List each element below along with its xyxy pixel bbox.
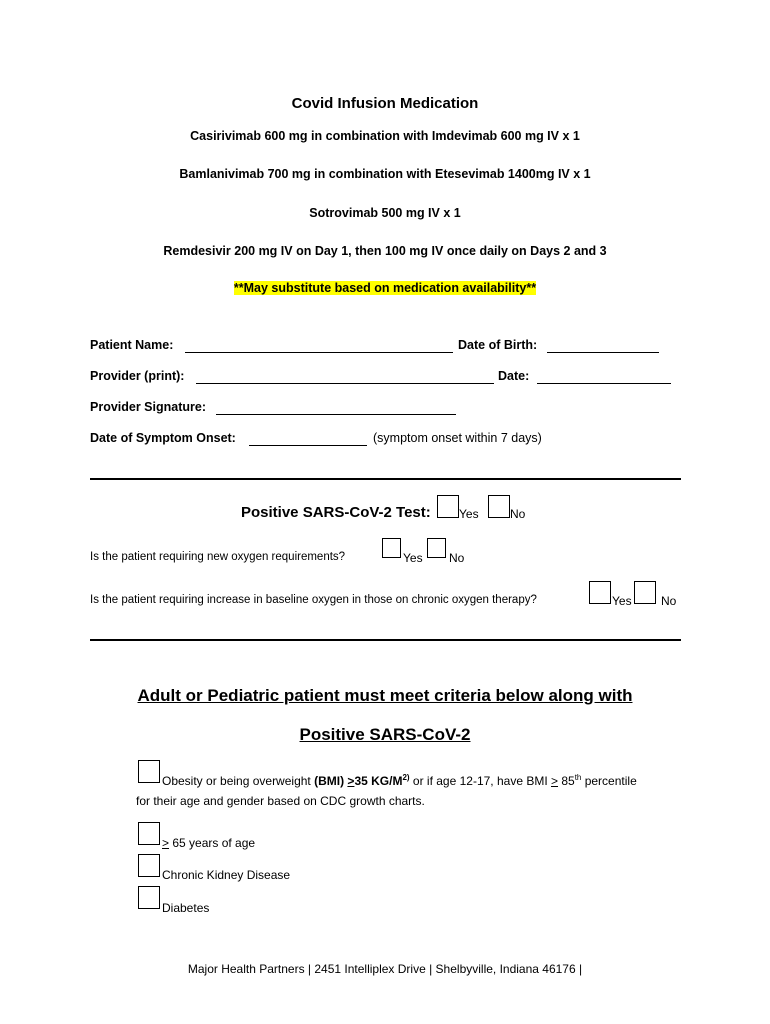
kidney-checkbox[interactable] xyxy=(138,854,160,877)
date-label: Date: xyxy=(498,369,530,383)
kidney-criterion: Chronic Kidney Disease xyxy=(162,868,291,882)
increase-oxygen-yes-checkbox[interactable] xyxy=(589,581,611,604)
diabetes-criterion: Diabetes xyxy=(162,901,210,915)
symptom-onset-field[interactable] xyxy=(249,445,367,446)
increase-oxygen-no-label: No xyxy=(661,594,677,608)
date-of-birth-label: Date of Birth: xyxy=(458,338,538,352)
sars-test-yes-label: Yes xyxy=(459,507,479,521)
patient-name-field[interactable] xyxy=(185,352,453,353)
sars-test-no-checkbox[interactable] xyxy=(488,495,510,518)
obesity-middle: or if age 12-17, have BMI xyxy=(409,774,551,788)
medication-casirivimab: Casirivimab 600 mg in combination with Imdevimab 600 mg IV x 1 xyxy=(190,129,580,143)
page-title: Covid Infusion Medication xyxy=(291,95,479,112)
patient-name-label: Patient Name: xyxy=(90,338,174,352)
new-oxygen-yes-label: Yes xyxy=(403,551,423,565)
obesity-criterion-line2: for their age and gender based on CDC growth charts. xyxy=(136,794,425,808)
section-divider-top xyxy=(90,478,681,480)
obesity-suffix: percentile xyxy=(581,774,637,788)
question-increase-oxygen: Is the patient requiring increase in baseline oxygen in those on chronic oxygen therapy? xyxy=(90,594,537,606)
new-oxygen-no-label: No xyxy=(449,551,465,565)
question-new-oxygen: Is the patient requiring new oxygen requirements? xyxy=(90,551,346,563)
medication-remdesivir: Remdesivir 200 mg IV on Day 1, then 100 mg IV once daily on Days 2 and 3 xyxy=(163,244,607,258)
substitution-note: **May substitute based on medication availability** xyxy=(233,281,537,295)
age-text: 65 years of age xyxy=(169,836,256,850)
sars-test-yes-checkbox[interactable] xyxy=(437,495,459,518)
section-divider-bottom xyxy=(90,639,681,641)
sars-test-no-label: No xyxy=(510,507,526,521)
criteria-heading-line1: Adult or Pediatric patient must meet criteria below along with xyxy=(137,686,633,705)
obesity-criterion-line1 xyxy=(162,774,637,788)
substitution-note-wrap xyxy=(0,281,770,295)
date-field[interactable] xyxy=(537,383,671,384)
symptom-onset-label: Date of Symptom Onset: xyxy=(90,431,236,445)
date-of-birth-field[interactable] xyxy=(547,352,659,353)
sars-test-label: Positive SARS-CoV-2 Test: xyxy=(241,504,431,521)
obesity-checkbox[interactable] xyxy=(138,760,160,783)
bmi-superscript: 2) xyxy=(402,773,410,782)
bmi-ge-symbol: > xyxy=(347,774,355,788)
bmi-label: (BMI) xyxy=(314,774,348,788)
new-oxygen-no-checkbox[interactable] xyxy=(427,538,446,558)
age-checkbox[interactable] xyxy=(138,822,160,845)
bmi-value: 35 KG/M xyxy=(354,774,403,788)
page-footer: Major Health Partners | 2451 Intelliplex Drive | Shelbyville, Indiana 46176 | xyxy=(187,962,583,976)
criteria-heading-line2: Positive SARS-CoV-2 xyxy=(299,725,471,744)
medication-bamlanivimab: Bamlanivimab 700 mg in combination with Etesevimab 1400mg IV x 1 xyxy=(179,167,591,181)
medication-sotrovimab: Sotrovimab 500 mg IV x 1 xyxy=(309,206,461,220)
obesity-prefix: Obesity or being overweight xyxy=(162,774,315,788)
percentile-value: 85 xyxy=(558,774,575,788)
increase-oxygen-yes-label: Yes xyxy=(612,594,632,608)
age-ge-symbol: > xyxy=(162,836,170,850)
age-criterion xyxy=(162,836,255,850)
increase-oxygen-no-checkbox[interactable] xyxy=(634,581,656,604)
provider-print-field[interactable] xyxy=(196,383,494,384)
percentile-ge-symbol: > xyxy=(551,774,559,788)
percentile-superscript: th xyxy=(574,773,582,782)
symptom-onset-note: (symptom onset within 7 days) xyxy=(373,431,542,445)
provider-signature-label: Provider Signature: xyxy=(90,400,206,414)
provider-signature-field[interactable] xyxy=(216,414,456,415)
diabetes-checkbox[interactable] xyxy=(138,886,160,909)
provider-print-label: Provider (print): xyxy=(90,369,185,383)
new-oxygen-yes-checkbox[interactable] xyxy=(382,538,401,558)
